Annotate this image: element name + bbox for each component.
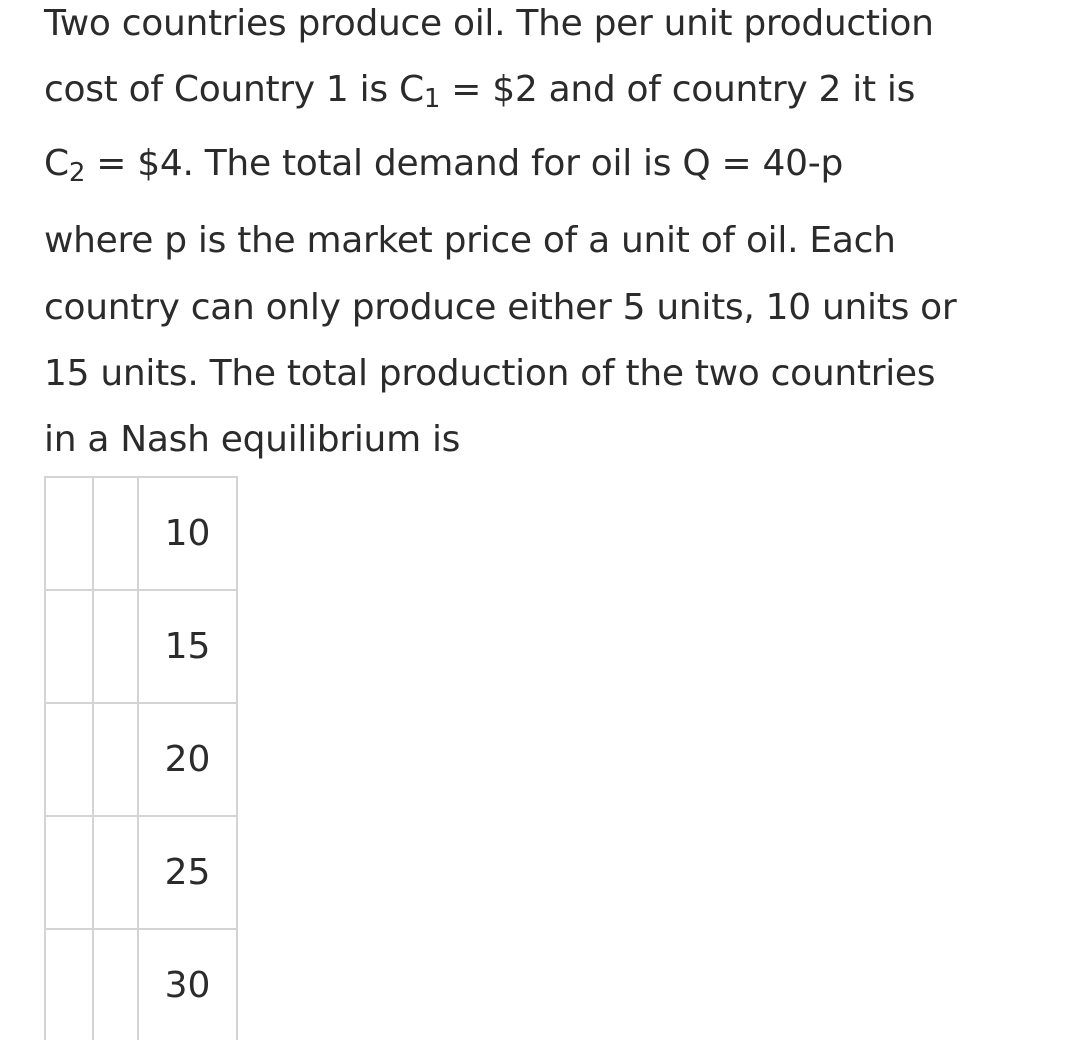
question-line-6 <box>44 350 935 398</box>
answer-option[interactable] <box>46 478 238 591</box>
question-line-2 <box>44 66 915 114</box>
option-select-cell[interactable] <box>46 478 94 589</box>
subscript: 2 <box>68 158 86 188</box>
question-line-5 <box>44 284 956 332</box>
question-text-segment: Two countries produce oil. The per unit production <box>44 3 934 44</box>
question-text-segment: 15 units. The total production of the two countries <box>44 353 936 394</box>
question-line-4 <box>44 217 896 265</box>
option-select-cell[interactable] <box>46 817 94 928</box>
option-select-cell[interactable] <box>46 930 94 1040</box>
option-mark-cell[interactable] <box>94 704 139 815</box>
question-text-segment: = $4. The total demand for oil is Q = 40-p <box>85 143 843 184</box>
option-label[interactable]: 10 <box>139 478 238 589</box>
answer-option[interactable] <box>46 930 238 1040</box>
question-line-3 <box>44 140 843 188</box>
question-line-7 <box>44 416 460 464</box>
subscript: 1 <box>423 84 441 114</box>
option-label[interactable]: 30 <box>139 930 238 1040</box>
question-text-segment: in a Nash equilibrium is <box>44 419 461 460</box>
option-select-cell[interactable] <box>46 591 94 702</box>
answer-option[interactable] <box>46 817 238 930</box>
option-select-cell[interactable] <box>46 704 94 815</box>
option-label[interactable]: 20 <box>139 704 238 815</box>
option-mark-cell[interactable] <box>94 591 139 702</box>
answer-options-table <box>44 476 238 1040</box>
question-text-segment: C <box>44 143 69 184</box>
question-text-segment: country can only produce either 5 units, 10 units or <box>44 287 957 328</box>
question-text-segment: cost of Country 1 is C <box>44 69 424 110</box>
option-label[interactable]: 25 <box>139 817 238 928</box>
question-text-segment: where p is the market price of a unit of oil. Each <box>44 220 896 261</box>
option-mark-cell[interactable] <box>94 817 139 928</box>
question-text-segment: = $2 and of country 2 it is <box>440 69 916 110</box>
option-label[interactable]: 15 <box>139 591 238 702</box>
answer-option[interactable] <box>46 704 238 817</box>
option-mark-cell[interactable] <box>94 478 139 589</box>
question-line-1 <box>44 0 934 48</box>
option-mark-cell[interactable] <box>94 930 139 1040</box>
answer-option[interactable] <box>46 591 238 704</box>
